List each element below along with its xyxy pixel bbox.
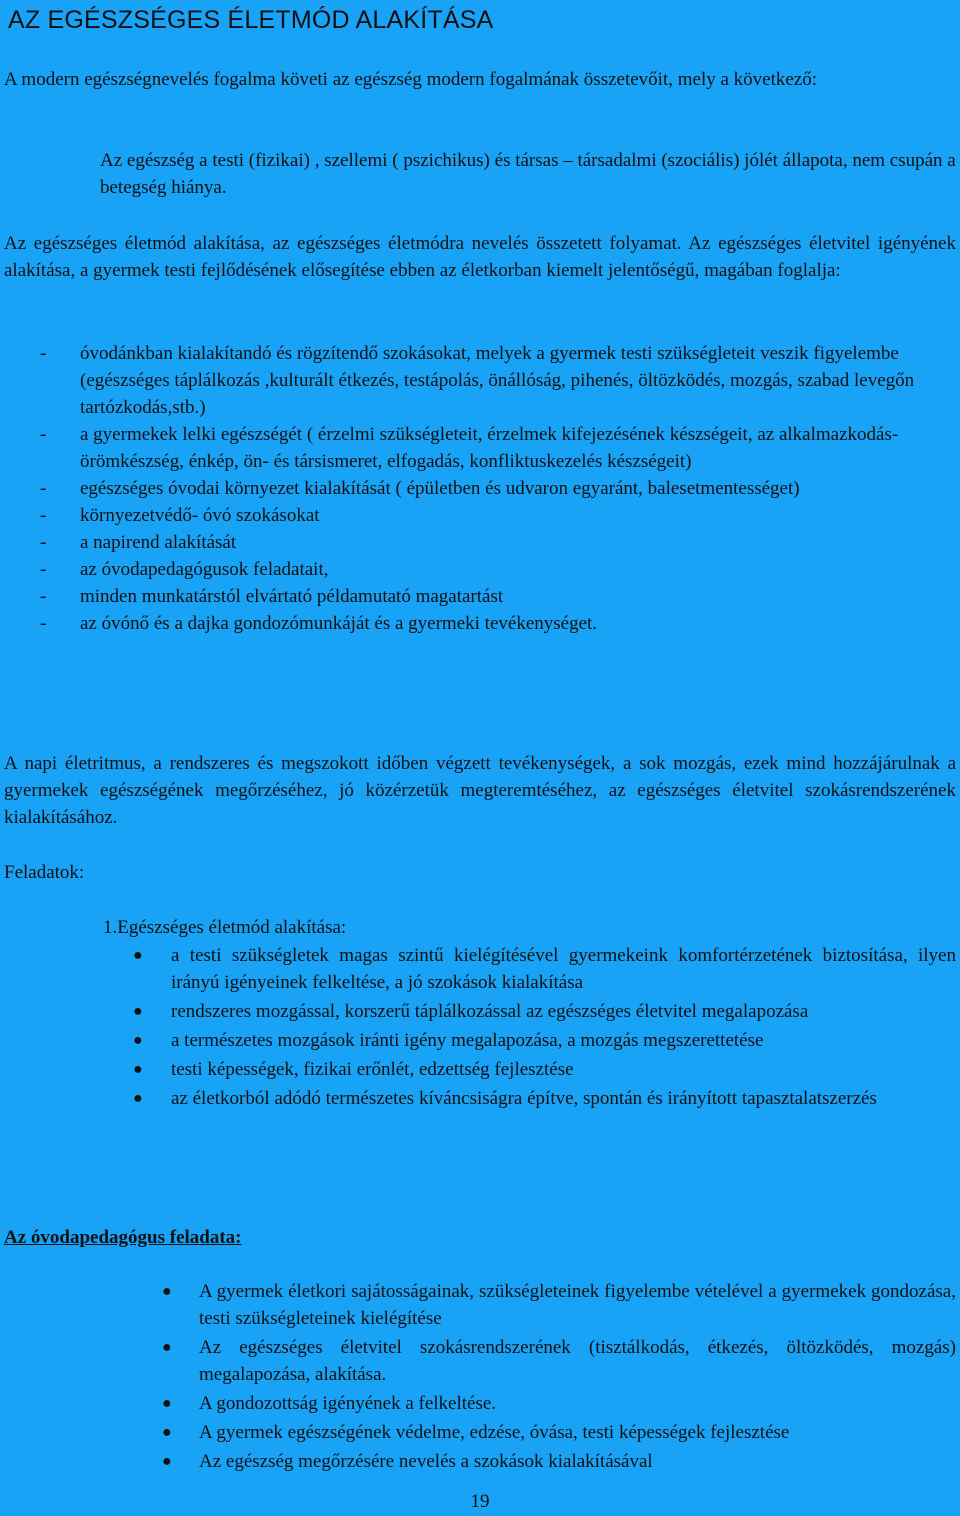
list-item: - minden munkatárstól elvártató példamutató magatartást: [0, 583, 960, 610]
list-item: - a gyermekek lelki egészségét ( érzelmi szükségleteit, érzelmek kifejezésének készségeit, az alkalmazkodás- örömkészség, énkép, ön- és társismeret, elfogadás, konfliktuskezelés készségeit): [0, 421, 960, 475]
definition-paragraph: Az egészség a testi (fizikai) , szellemi ( pszichikus) és társas – társadalmi (szociális) jólét állapota, nem csupán a betegség hiánya.: [100, 150, 956, 198]
dash-list: [0, 340, 960, 637]
section2-bullet-list: [0, 1278, 960, 1477]
list-item: ● Az egészséges életvitel szokásrendszerének (tisztálkodás, étkezés, öltözködés, mozgás) megalapozása, alakítása.: [0, 1334, 960, 1388]
dash-marker: -: [40, 586, 47, 607]
list-item: ● testi képességek, fizikai erőnlét, edzettség fejlesztése: [0, 1056, 960, 1083]
dash-marker: -: [40, 505, 47, 526]
tasks-label: Feladatok:: [4, 862, 85, 883]
list-item: ● rendszeres mozgással, korszerű táplálkozással az egészséges életvitel megalapozása: [0, 998, 960, 1025]
list-item: ● A gyermek egészségének védelme, edzése, óvása, testi képességek fejlesztése: [0, 1419, 960, 1446]
bullet-icon: ●: [133, 947, 143, 964]
bullet-icon: ●: [162, 1339, 172, 1356]
list-item: - környezetvédő- óvó szokásokat: [0, 502, 960, 529]
list-item: - az óvónő és a dajka gondozómunkáját és a gyermeki tevékenységet.: [0, 610, 960, 637]
list-item: ● Az egészség megőrzésére nevelés a szokások kialakításával: [0, 1448, 960, 1475]
dash-marker: -: [40, 343, 47, 364]
dash-marker: -: [40, 613, 47, 634]
bullet-icon: ●: [162, 1283, 172, 1300]
page-number: 19: [470, 1491, 490, 1512]
list-item: ● A gyermek életkori sajátosságainak, szükségleteinek figyelembe vételével a gyermekek gondozása, testi szükségleteinek kielégítése: [0, 1278, 960, 1332]
list-item: ● az életkorból adódó természetes kíváncsiságra építve, spontán és irányított tapasztalatszerzés: [0, 1085, 960, 1112]
paragraph-daily-rhythm: A napi életritmus, a rendszeres és megszokott időben végzett tevékenységek, a sok mozgás, ezek mind hozzájárulnak a gyermekek egészségének megőrzéséhez, jó közérzetük megteremtéséhez, az egészséges életvitel szokásrendszerének kialakításához.: [4, 753, 956, 828]
dash-marker: -: [40, 478, 47, 499]
list-item: - az óvodapedagógusok feladatait,: [0, 556, 960, 583]
section1-heading: 1.Egészséges életmód alakítása:: [103, 917, 347, 938]
dash-marker: -: [40, 424, 47, 445]
bullet-icon: ●: [133, 1090, 143, 1107]
section2-heading: Az óvodapedagógus feladata:: [4, 1227, 242, 1248]
list-item: - óvodánkban kialakítandó és rögzítendő szokásokat, melyek a gyermek testi szükségleteit veszik figyelembe (egészséges táplálkozás ,kulturált étkezés, testápolás, önállóság, pihenés, öltözködés, mozgás, szabad levegőn tartózkodás,stb.): [0, 340, 960, 421]
list-item: - a napirend alakítását: [0, 529, 960, 556]
list-item: ● a testi szükségletek magas szintű kielégítésével gyermekeink komfortérzetének biztosítása, ilyen irányú igényeinek felkeltése, a jó szokások kialakítása: [0, 942, 960, 996]
bullet-icon: ●: [162, 1395, 172, 1412]
section1-bullet-list: [0, 942, 960, 1114]
list-item: ● a természetes mozgások iránti igény megalapozása, a mozgás megszerettetése: [0, 1027, 960, 1054]
list-item: - egészséges óvodai környezet kialakítását ( épületben és udvaron egyaránt, balesetmentességet): [0, 475, 960, 502]
intro-paragraph: A modern egészségnevelés fogalma követi az egészség modern fogalmának összetevőit, mely a következő:: [4, 69, 818, 90]
page-title: AZ EGÉSZSÉGES ÉLETMÓD ALAKÍTÁSA: [8, 6, 494, 34]
bullet-icon: ●: [133, 1061, 143, 1078]
bullet-icon: ●: [133, 1032, 143, 1049]
paragraph-lifestyle: Az egészséges életmód alakítása, az egészséges életmódra nevelés összetett folyamat. Az egészséges életvitel igényének alakítása, a gyermek testi fejlődésének elősegítése ebben az életkorban kiemelt jelentőségű, magában foglalja:: [4, 233, 956, 281]
dash-marker: -: [40, 559, 47, 580]
list-item: ● A gondozottság igényének a felkeltése.: [0, 1390, 960, 1417]
bullet-icon: ●: [133, 1003, 143, 1020]
bullet-icon: ●: [162, 1453, 172, 1470]
dash-marker: -: [40, 532, 47, 553]
bullet-icon: ●: [162, 1424, 172, 1441]
